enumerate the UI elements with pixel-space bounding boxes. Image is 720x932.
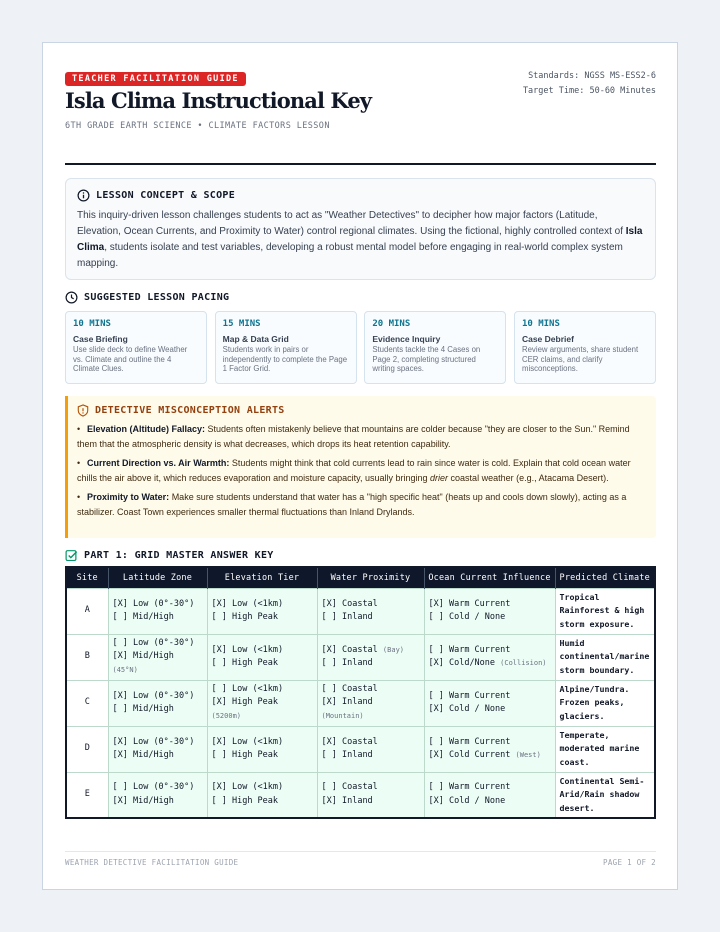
column-header: Water Proximity (317, 567, 424, 588)
ocean-current-cell (424, 634, 555, 680)
card-minutes: 10 MINS (521, 319, 560, 329)
column-header: Elevation Tier (207, 567, 317, 588)
pacing-card (65, 311, 207, 384)
option-note: (Bay) (382, 645, 404, 654)
alerts-heading (77, 404, 647, 417)
option-line: [ ] Coastal (321, 683, 378, 694)
alert-item: • Elevation (Altitude) Fallacy: Students often mistakenly believe that mountains are colder because "they are closer to the Sun." Remind them that the atmospheric density is what decreases, which drops its heat retention capability. (77, 424, 630, 449)
card-description: Use slide deck to define Weather vs. Climate and outline the 4 Climate Clues. (73, 345, 188, 374)
site-cell: E (66, 772, 108, 818)
page-header (65, 69, 656, 165)
option-line: [X] Cold/None (Collision) (428, 658, 547, 668)
table-row (66, 680, 655, 726)
alert-item: • Current Direction vs. Air Warmth: Students might think that cold currents lead to rain since water is cold. Explain that cold ocean water chills the air above it, which reduces evaporation and moisture capacity, usually bringing drier coastal weather (e.g., Atacama Desert). (77, 458, 631, 483)
site-cell: A (66, 588, 108, 634)
latitude-cell (108, 680, 207, 726)
alert-text: Make sure students understand that water has a "high specific heat" (heats up and cools down slowly), acting as a stabilizer. Coast Town experiences smaller thermal fluctuations than Inland Drylands. (77, 492, 627, 517)
option-note: (Mountain) (321, 711, 364, 720)
option-line: [ ] Low (0°-30°) (112, 782, 195, 793)
alert-label: Current Direction vs. Air Warmth: (87, 458, 230, 468)
predicted-climate-cell: Tropical Rainforest & high storm exposure. (555, 588, 655, 634)
option-note: (West) (515, 751, 541, 759)
water-proximity-cell (317, 634, 424, 680)
option-line: [X] Low (<1km) (211, 644, 284, 655)
info-icon (77, 189, 90, 202)
option-line: [X] Low (0°-30°) (112, 690, 195, 701)
option-line: [X] Coastal (321, 736, 378, 747)
card-minutes: 15 MINS (222, 319, 261, 329)
card-title: Evidence Inquiry (372, 334, 441, 344)
option-line: [X] Mid/High (112, 795, 174, 806)
answer-key-table (65, 566, 656, 819)
alerts-heading-label: DETECTIVE MISCONCEPTION ALERTS (95, 405, 285, 416)
alert-label: Elevation (Altitude) Fallacy: (87, 424, 206, 434)
card-title: Case Debrief (521, 334, 574, 344)
alert-text-after: coastal weather (e.g., Atacama Desert). (448, 472, 609, 483)
concept-heading (77, 189, 644, 202)
ocean-current-cell (424, 772, 555, 818)
option-line: [ ] Inland (321, 612, 373, 622)
option-line: [ ] High Peak (211, 658, 279, 668)
predicted-climate-cell: Alpine/Tundra. Frozen peaks, glaciers. (555, 680, 655, 726)
table-header-row (66, 567, 655, 588)
option-line: [ ] High Peak (211, 612, 279, 622)
shield-alert-icon (77, 404, 89, 417)
pacing-card (514, 311, 656, 384)
option-line: [X] Mid/High (112, 750, 174, 760)
water-proximity-cell (317, 680, 424, 726)
option-line: [X] Low (<1km) (211, 598, 284, 609)
option-line: [ ] Low (0°-30°) (112, 637, 195, 648)
option-line: [ ] High Peak (211, 750, 279, 760)
table-row (66, 726, 655, 772)
predicted-climate-cell: Humid continental/marine storm boundary. (555, 634, 655, 680)
ocean-current-cell (424, 588, 555, 634)
page-subtitle: 6TH GRADE EARTH SCIENCE • CLIMATE FACTORS LESSON (65, 121, 330, 131)
pacing-card (364, 311, 506, 384)
pacing-card (215, 311, 357, 384)
concept-text-bold: Isla Clima (77, 226, 643, 253)
option-line: [X] Warm Current (428, 598, 511, 609)
option-line: [X] Low (0°-30°) (112, 598, 195, 609)
alert-text: Students often mistakenly believe that mountains are colder because "they are closer to the Sun." Remind them that the atmospheric density is what decreases, which drops its heat retention capability. (77, 424, 630, 449)
option-line: [X] Mid/High (45°N) (112, 651, 174, 674)
alert-text: Students might think that cold currents lead to rain since water is cold. Explain that cold ocean water chills the air above it, which reduces evaporation and moisture capacity, usually bringing (77, 458, 631, 483)
option-line: [X] Low (<1km) (211, 736, 284, 747)
option-line: [ ] Coastal (321, 782, 378, 793)
option-line: [X] Low (<1km) (211, 782, 284, 793)
latitude-cell (108, 772, 207, 818)
option-line: [X] Inland (321, 795, 373, 806)
option-line: [X] Coastal (321, 598, 378, 609)
option-line: [ ] Warm Current (428, 690, 511, 701)
alert-emphasis: drier (430, 472, 449, 483)
predicted-climate-cell: Temperate, moderated marine coast. (555, 726, 655, 772)
water-proximity-cell (317, 772, 424, 818)
option-line: [X] Coastal (Bay) (321, 644, 404, 655)
concept-text-part-2: , students isolate and test variables, developing a robust mental model before engaging in real-world complex system mapping. (77, 242, 623, 269)
water-proximity-cell (317, 726, 424, 772)
option-note: (45°N) (112, 665, 138, 674)
predicted-climate-cell: Continental Semi-Arid/Rain shadow desert. (555, 772, 655, 818)
ocean-current-cell (424, 680, 555, 726)
guide-badge: TEACHER FACILITATION GUIDE (65, 72, 246, 86)
grid-heading-label: PART 1: GRID MASTER ANSWER KEY (84, 550, 274, 561)
page-footer (65, 851, 656, 867)
option-line: [ ] High Peak (211, 795, 279, 806)
option-line: [ ] Warm Current (428, 782, 511, 793)
card-minutes: 20 MINS (372, 319, 411, 329)
option-line: [ ] Mid/High (112, 612, 174, 622)
elevation-cell (207, 772, 317, 818)
site-cell: D (66, 726, 108, 772)
elevation-cell (207, 680, 317, 726)
standards-text: Standards: NGSS MS-ESS2-6 (528, 71, 656, 81)
pacing-cards (65, 311, 656, 384)
option-line: [X] Low (0°-30°) (112, 736, 195, 747)
column-header: Predicted Climate (555, 567, 655, 588)
option-line: [ ] Inland (321, 750, 373, 760)
pacing-heading (65, 291, 229, 304)
alert-label: Proximity to Water: (87, 492, 170, 502)
table-row (66, 588, 655, 634)
column-header: Ocean Current Influence (424, 567, 555, 588)
pacing-heading-label: SUGGESTED LESSON PACING (84, 292, 230, 303)
clock-icon (65, 291, 78, 304)
table-row (66, 772, 655, 818)
concept-heading-label: LESSON CONCEPT & SCOPE (96, 190, 236, 201)
column-header: Latitude Zone (108, 567, 207, 588)
table-row (66, 634, 655, 680)
lesson-concept-box (65, 178, 656, 280)
option-line: [ ] Cold / None (428, 612, 506, 622)
elevation-cell (207, 634, 317, 680)
ocean-current-cell (424, 726, 555, 772)
option-line: [ ] Mid/High (112, 704, 174, 714)
page-number: PAGE 1 OF 2 (603, 858, 656, 867)
elevation-cell (207, 726, 317, 772)
checkbox-check-icon (65, 549, 78, 562)
latitude-cell (108, 726, 207, 772)
card-title: Map & Data Grid (222, 334, 289, 344)
column-header: Site (66, 567, 108, 588)
option-line: [X] Cold / None (428, 704, 506, 714)
latitude-cell (108, 634, 207, 680)
card-description: Review arguments, share student CER claims, and clarify misconceptions. (521, 345, 639, 374)
grid-heading (65, 549, 274, 562)
elevation-cell (207, 588, 317, 634)
target-time-text: Target Time: 50-60 Minutes (522, 86, 656, 96)
option-note: (Collision) (500, 659, 547, 667)
document-page (42, 42, 678, 890)
page-content (65, 69, 656, 813)
page-title: Isla Clima Instructional Key (65, 88, 372, 113)
option-line: [X] Cold Current (West) (428, 750, 541, 760)
site-cell: B (66, 634, 108, 680)
option-line: [X] High Peak (5200m) (211, 697, 279, 720)
option-line: [ ] Inland (321, 658, 373, 668)
concept-text-part-1: This inquiry-driven lesson challenges students to act as "Weather Detectives" to decipher how major factors (Latitude, Elevation, Ocean Currents, and Proximity to Water) control regional climates. Using the fictional, highly controlled context of (77, 210, 626, 237)
latitude-cell (108, 588, 207, 634)
misconception-alerts-box (65, 396, 656, 538)
option-line: [ ] Warm Current (428, 644, 511, 655)
water-proximity-cell (317, 588, 424, 634)
option-line: [X] Inland (Mountain) (321, 697, 373, 720)
concept-text (77, 208, 644, 272)
option-line: [ ] Low (<1km) (211, 683, 284, 694)
card-title: Case Briefing (73, 334, 128, 344)
card-description: Students tackle the 4 Cases on Page 2, completing structured writing spaces. (372, 345, 481, 374)
site-cell: C (66, 680, 108, 726)
footer-title: WEATHER DETECTIVE FACILITATION GUIDE (65, 858, 239, 867)
card-description: Students work in pairs or independently to complete the Page 1 Factor Grid. (222, 345, 348, 374)
option-line: [X] Cold / None (428, 795, 506, 806)
card-minutes: 10 MINS (73, 319, 111, 329)
alert-item: • Proximity to Water: Make sure students understand that water has a "high specific heat" (heats up and cools down slowly), acting as a stabilizer. Coast Town experiences smaller thermal fluctuations than Inland Drylands. (77, 492, 627, 517)
option-line: [ ] Warm Current (428, 736, 511, 747)
header-meta (523, 69, 656, 99)
option-note: (5200m) (211, 711, 242, 720)
